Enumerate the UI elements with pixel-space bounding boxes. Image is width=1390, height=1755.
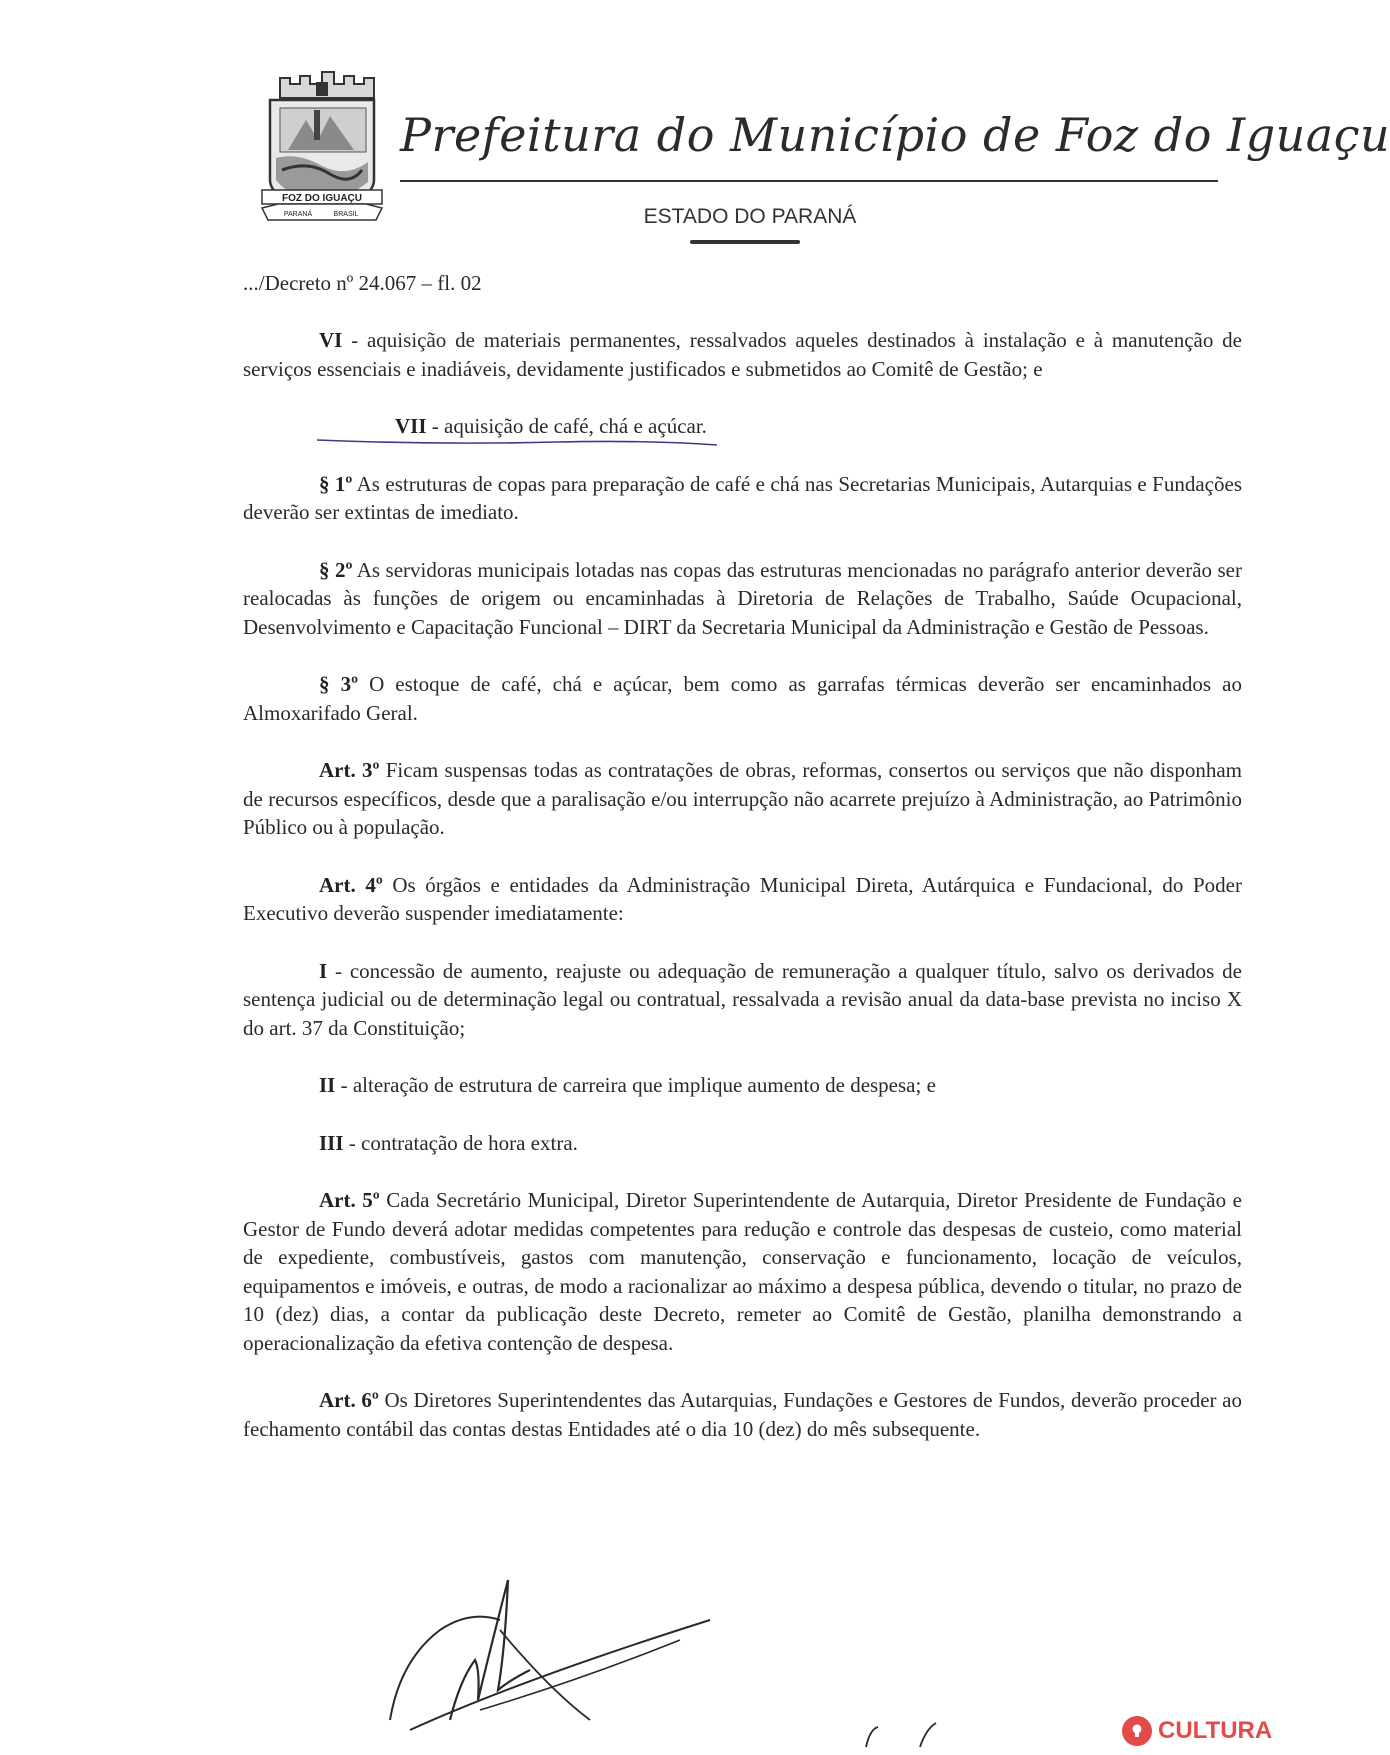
header-divider	[400, 180, 1218, 182]
coat-of-arms-icon	[258, 70, 386, 232]
paragraph-art4	[243, 871, 1242, 928]
paragraph-label: VII	[395, 414, 427, 438]
paragraph-text: As estruturas de copas para preparação de café e chá nas Secretarias Municipais, Autarquias e Fundações deverão ser extintas de imediato.	[243, 471, 1242, 524]
handwritten-underline	[317, 437, 717, 447]
paragraph-label: § 2º	[319, 557, 353, 582]
signature-icon	[380, 1570, 720, 1730]
initials-mark-icon	[860, 1715, 960, 1750]
decree-reference: .../Decreto nº 24.067 – fl. 02	[243, 271, 482, 295]
paragraph-label: III	[319, 1130, 344, 1155]
paragraph-vi	[243, 326, 1242, 383]
decree-body	[243, 326, 1242, 1472]
paragraph-label: VI	[319, 328, 343, 352]
paragraph-art5	[243, 1186, 1242, 1357]
watermark-text: CULTURA	[1158, 1717, 1273, 1744]
paragraph-label: Art. 3º	[319, 758, 380, 782]
paragraph-text: - contratação de hora extra.	[343, 1130, 578, 1155]
paragraph-iii	[243, 1129, 1242, 1158]
paragraph-label: Art. 4º	[319, 872, 383, 897]
paragraph-ii	[243, 1071, 1242, 1100]
paragraph-text: Ficam suspensas todas as contratações de obras, reformas, consertos ou serviços que não disponham de recursos específicos, desde que a paralisação e/ou interrupção não acarrete prejuízo à Administração, ao Patrimônio Público ou à população.	[243, 758, 1242, 839]
paragraph-label: Art. 5º	[319, 1188, 380, 1212]
paragraph-text: Os Diretores Superintendentes das Autarquias, Fundações e Gestores de Fundos, deverão proceder ao fechamento contábil das contas destas Entidades até o dia 10 (dez) do mês subsequente.	[243, 1388, 1242, 1441]
paragraph-text: - concessão de aumento, reajuste ou adequação de remuneração a qualquer título, salvo os derivados de sentença judicial ou de determinação legal ou contratual, ressalvada a revisão anual da data-base prevista no inciso X do art. 37 da Constituição;	[243, 958, 1242, 1040]
paragraph-text: Os órgãos e entidades da Administração Municipal Direta, Autárquica e Fundacional, do Poder Executivo deverão suspender imediatamente:	[243, 872, 1242, 925]
paragraph-text: As servidoras municipais lotadas nas copas das estruturas mencionadas no parágrafo anterior deverão ser realocadas às funções de origem ou encaminhadas à Diretoria de Relações de Trabalho, Saúde Ocupacional, Desenvolvimento e Capacitação Funcional – DIRT da Secretaria Municipal da Administração e Gestão de Pessoas.	[243, 557, 1242, 639]
paragraph-label: I	[319, 958, 328, 983]
paragraph-label: II	[319, 1073, 336, 1097]
paragraph-text: - aquisição de café, chá e açúcar.	[426, 414, 707, 438]
crest-label-country: BRASIL	[333, 211, 359, 218]
paragraph-i	[243, 957, 1242, 1043]
paragraph-text: - aquisição de materiais permanentes, ressalvados aqueles destinados à instalação e à manutenção de serviços essenciais e inadiáveis, devidamente justificados e submetidos ao Comitê de Gestão; e	[243, 328, 1242, 381]
paragraph-vii	[243, 412, 1242, 441]
paragraph-par2	[243, 556, 1242, 642]
crest-label-city: FOZ DO IGUAÇU	[282, 193, 362, 204]
paragraph-text: Cada Secretário Municipal, Diretor Superintendente de Autarquia, Diretor Presidente de Fundação e Gestor de Fundo deverá adotar medidas competentes para redução e controle das despesas de custeio, como material de expediente, combustíveis, gastos com manutenção, conservação e funcionamento, locação de veículos, equipamentos e imóveis, e outras, de modo a racionalizar ao máximo a despesa pública, devendo o titular, no prazo de 10 (dez) dias, a contar da publicação deste Decreto, remeter ao Comitê de Gestão, planilha demonstrando a operacionalização da efetiva contenção de despesa.	[243, 1188, 1242, 1355]
municipality-title: Prefeitura do Município de Foz do Iguaçu	[400, 108, 1390, 162]
crest-label-state: PARANÁ	[283, 211, 313, 218]
state-name: ESTADO DO PARANÁ	[643, 205, 857, 228]
paragraph-label: § 3º	[319, 672, 358, 696]
paragraph-text: - alteração de estrutura de carreira que implique aumento de despesa; e	[335, 1073, 936, 1097]
paragraph-par3	[243, 670, 1242, 727]
paragraph-label: Art. 6º	[319, 1388, 379, 1412]
state-underline	[690, 240, 800, 244]
paragraph-art6	[243, 1386, 1242, 1443]
lightbulb-icon	[1122, 1716, 1152, 1746]
paragraph-art3	[243, 756, 1242, 842]
watermark-logo	[1122, 1716, 1272, 1746]
paragraph-label: § 1º	[319, 471, 353, 496]
paragraph-par1	[243, 470, 1242, 527]
paragraph-text: O estoque de café, chá e açúcar, bem como as garrafas térmicas deverão ser encaminhados ao Almoxarifado Geral.	[243, 672, 1242, 725]
